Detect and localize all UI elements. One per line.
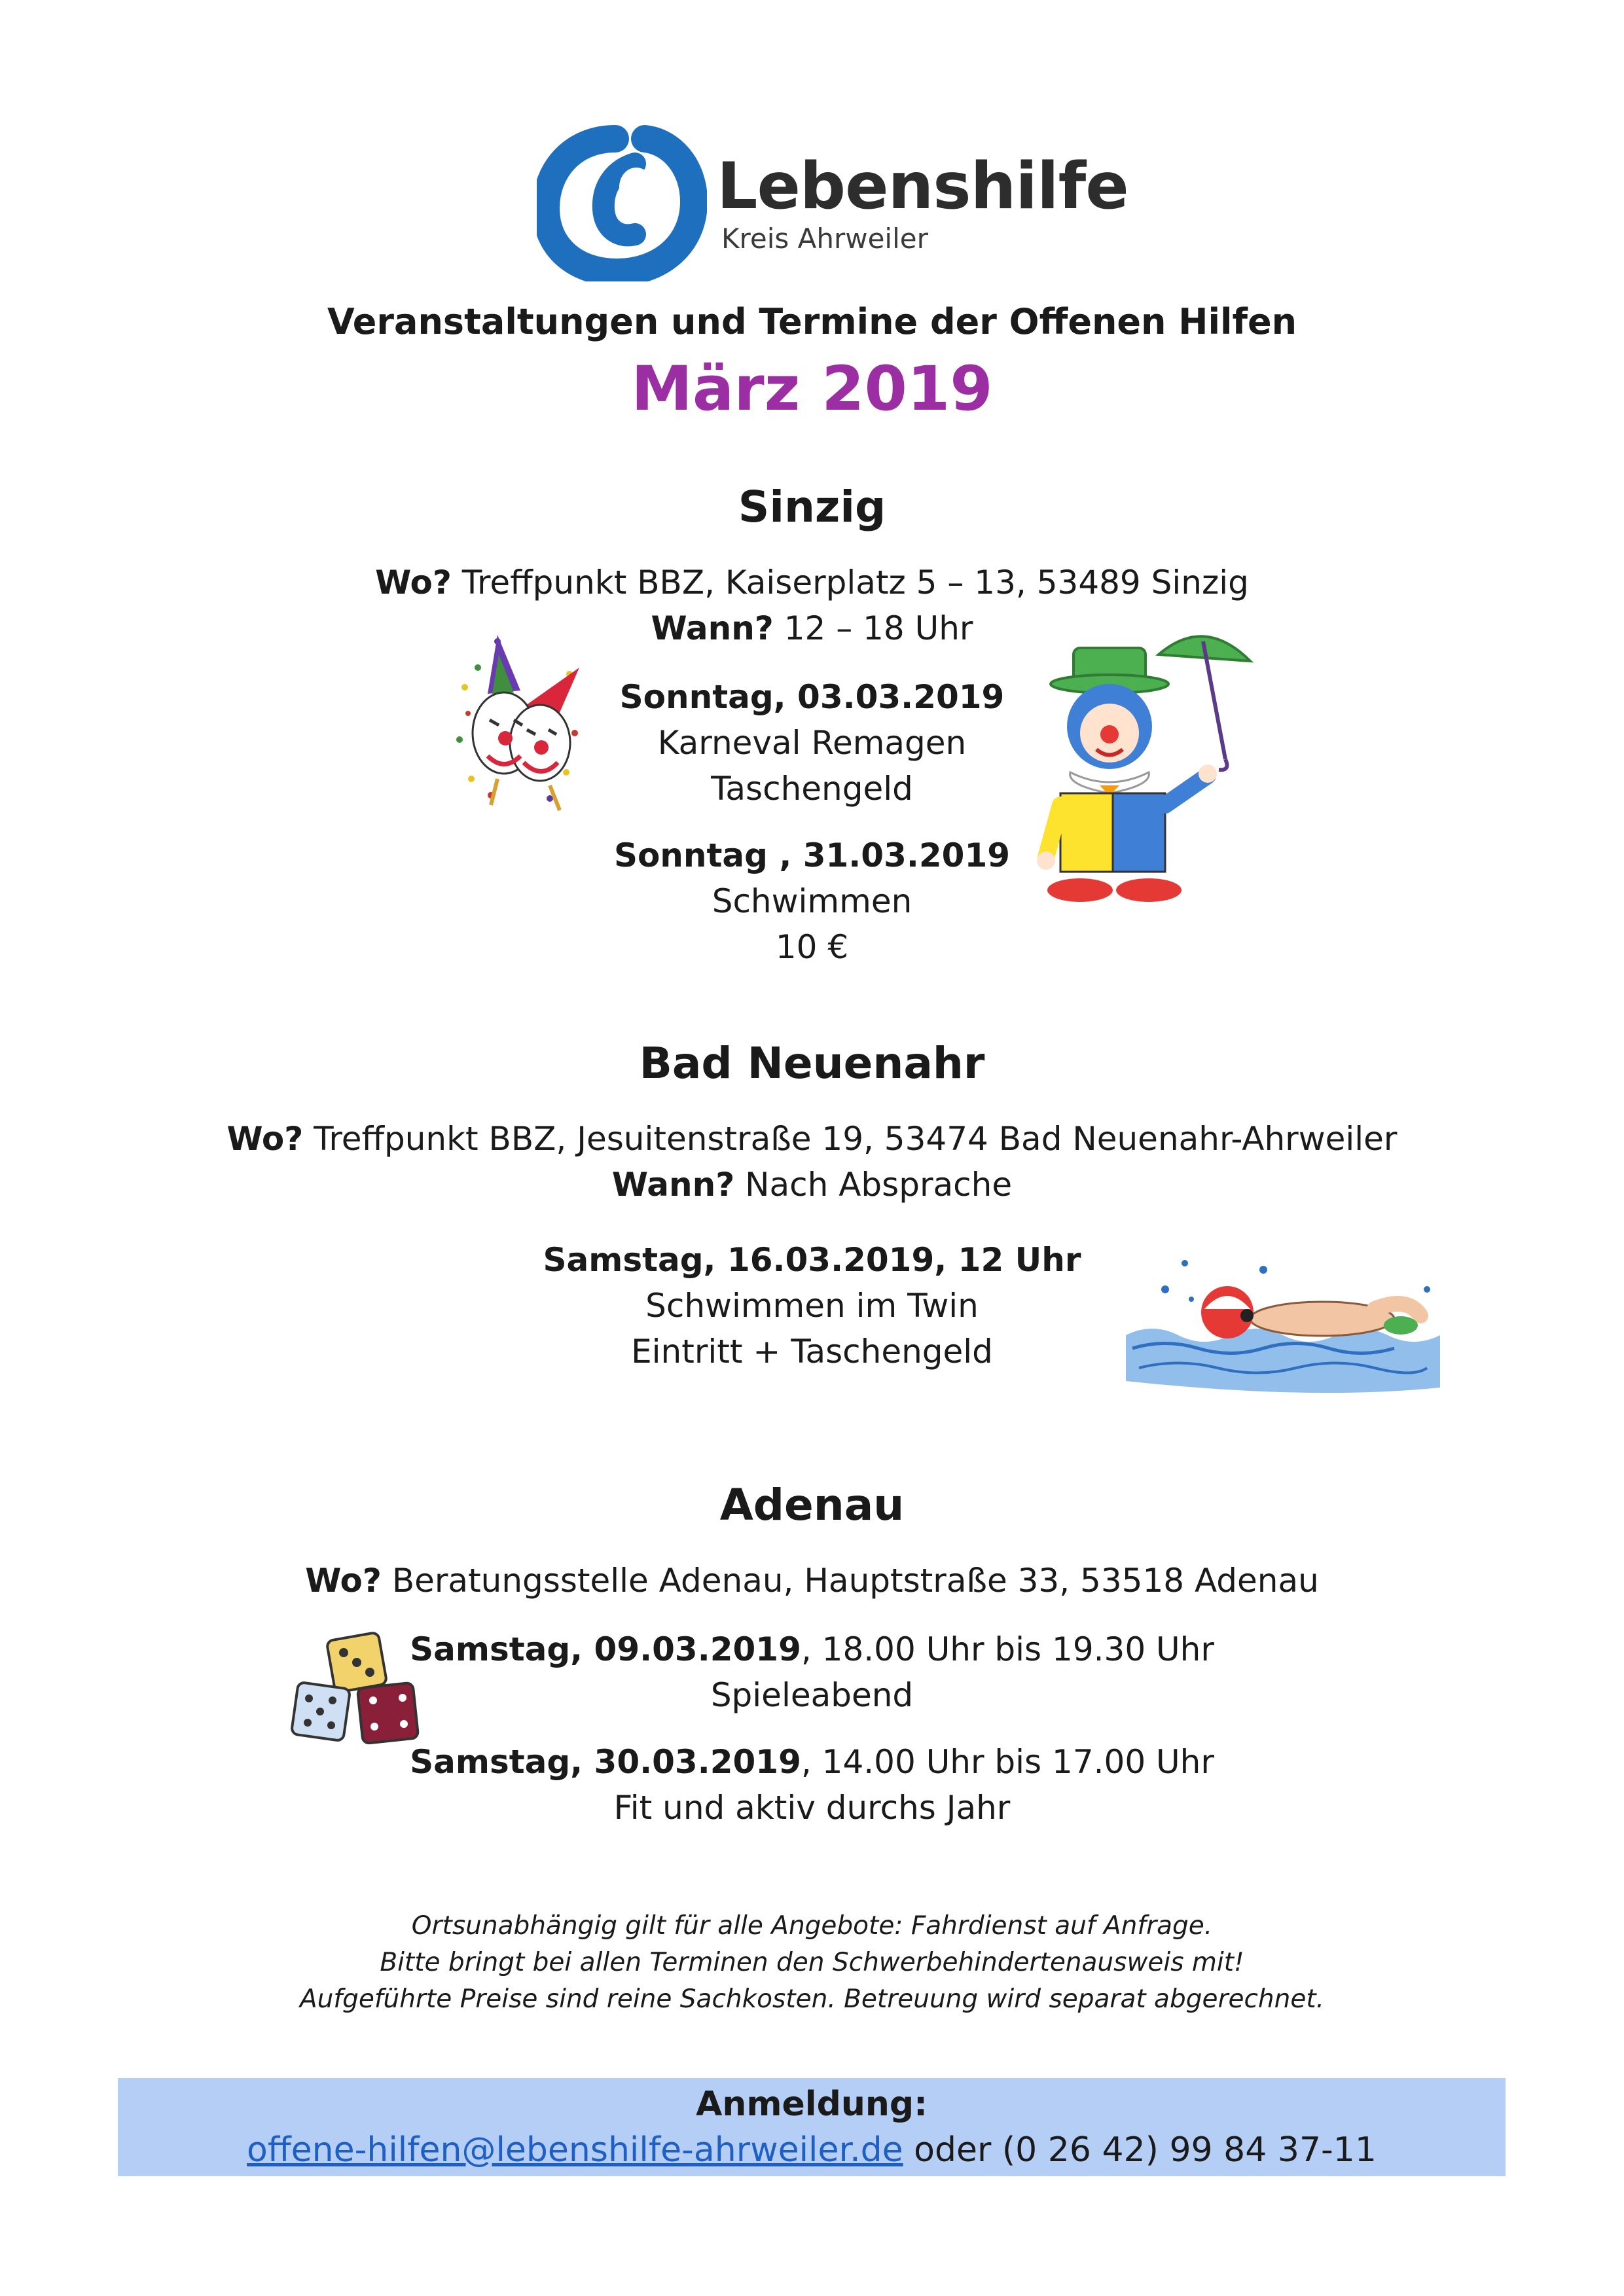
signup-box <box>118 2078 1506 2176</box>
bad-neuenahr-event-1-cost: Eintritt + Taschengeld <box>631 1333 993 1371</box>
adenau-address: Beratungsstelle Adenau, Hauptstraße 33, 53518 Adenau <box>381 1562 1319 1600</box>
bad-neuenahr-address: Treffpunkt BBZ, Jesuitenstraße 19, 53474 Bad Neuenahr-Ahrweiler <box>303 1120 1398 1158</box>
bad-neuenahr-event-1-title: Schwimmen im Twin <box>645 1287 979 1325</box>
sinzig-address: Treffpunkt BBZ, Kaiserplatz 5 – 13, 53489 Sinzig <box>451 564 1249 601</box>
note-transport: Ortsunabhängig gilt für alle Angebote: Fahrdienst auf Anfrage. <box>411 1911 1213 1941</box>
adenau-event-2-time: , 14.00 Uhr bis 17.00 Uhr <box>801 1743 1214 1781</box>
section-title-bad-neuenahr: Bad Neuenahr <box>639 1038 985 1088</box>
adenau-location <box>0 1558 1624 1604</box>
note-id-card: Bitte bringt bei allen Terminen den Schwerbehindertenausweis mit! <box>380 1948 1244 1977</box>
general-notes <box>0 1908 1624 2018</box>
sinzig-location <box>0 560 1624 605</box>
signup-contact <box>118 2127 1506 2173</box>
sinzig-event-1-date: Sonntag, 03.03.2019 <box>619 678 1005 716</box>
where-label: Wo? <box>375 564 452 601</box>
when-label: Wann? <box>651 609 774 647</box>
adenau-event-2-title: Fit und aktiv durchs Jahr <box>613 1789 1011 1827</box>
note-prices: Aufgeführte Preise sind reine Sachkosten. Betreuung wird separat abgerechnet. <box>299 1984 1325 2014</box>
section-title-adenau: Adenau <box>719 1480 905 1530</box>
page-title-month: März 2019 <box>631 353 993 425</box>
when-label: Wann? <box>611 1166 735 1204</box>
sinzig-time <box>0 605 1624 651</box>
where-label: Wo? <box>305 1562 382 1600</box>
section-title-sinzig: Sinzig <box>738 482 886 532</box>
dice-illustration <box>288 1630 432 1754</box>
signup-title: Anmeldung: <box>696 2085 928 2124</box>
sinzig-event-2-date: Sonntag , 31.03.2019 <box>613 836 1011 874</box>
adenau-event-2-date <box>0 1739 1624 1785</box>
carnival-masks-illustration <box>452 628 583 818</box>
bad-neuenahr-time <box>0 1162 1624 1208</box>
signup-phone: oder (0 26 42) 99 84 37-11 <box>903 2130 1377 2170</box>
adenau-event-1-date <box>0 1626 1624 1672</box>
lebenshilfe-logo <box>537 124 1128 281</box>
page-subtitle: Veranstaltungen und Termine der Offenen Hilfen <box>327 301 1297 342</box>
adenau-event-1-day: Samstag, 09.03.2019 <box>410 1630 801 1668</box>
sinzig-event-1-title: Karneval Remagen <box>657 724 967 762</box>
where-label: Wo? <box>226 1120 304 1158</box>
signup-email-link[interactable]: offene-hilfen@lebenshilfe-ahrweiler.de <box>247 2130 903 2170</box>
lebenshilfe-logo-mark <box>537 124 707 281</box>
sinzig-hours: 12 – 18 Uhr <box>773 609 973 647</box>
bad-neuenahr-location <box>0 1116 1624 1162</box>
swimmer-illustration <box>1113 1237 1453 1407</box>
bad-neuenahr-hours: Nach Absprache <box>734 1166 1013 1204</box>
adenau-event-1-title: Spieleabend <box>710 1676 914 1714</box>
bad-neuenahr-event-1-date: Samstag, 16.03.2019, 12 Uhr <box>543 1241 1081 1279</box>
adenau-event-2-day: Samstag, 30.03.2019 <box>410 1743 801 1781</box>
sinzig-event-1-cost: Taschengeld <box>711 770 913 808</box>
sinzig-event-2-title: Schwimmen <box>712 882 912 920</box>
sinzig-event-2-cost: 10 € <box>775 928 849 966</box>
logo-subtitle: Kreis Ahrweiler <box>721 223 928 255</box>
clown-with-umbrella-illustration <box>1034 622 1263 916</box>
adenau-event-1-time: , 18.00 Uhr bis 19.30 Uhr <box>801 1630 1214 1668</box>
logo-name: Lebenshilfe <box>717 149 1128 224</box>
